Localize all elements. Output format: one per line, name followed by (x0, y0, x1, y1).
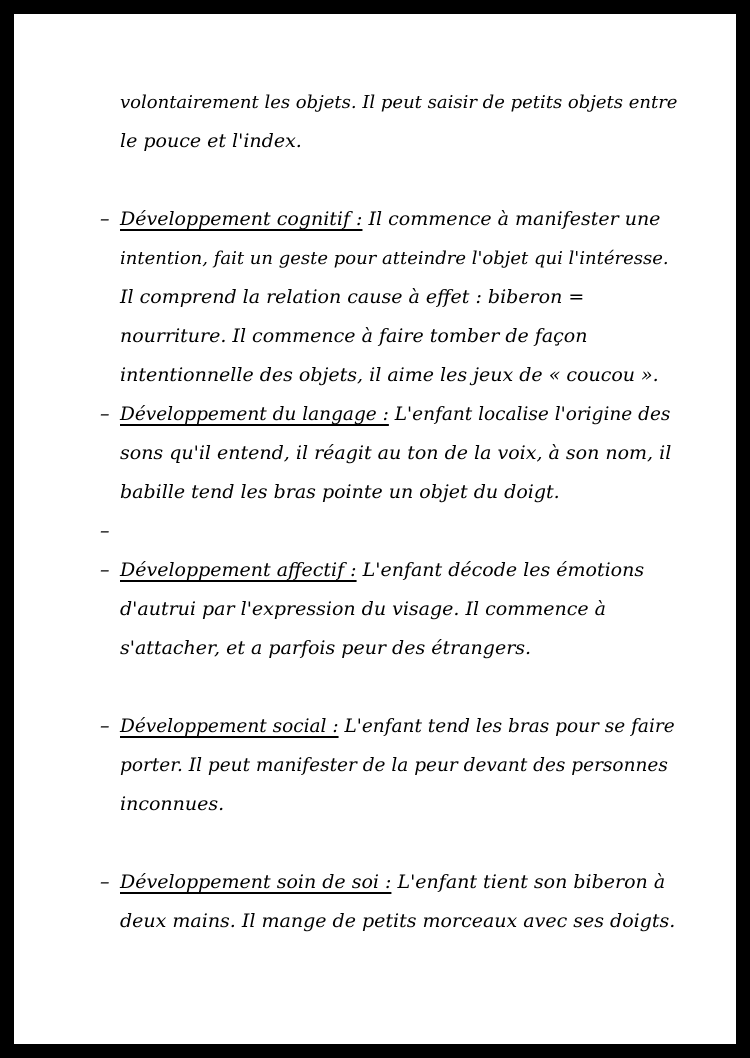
soin-line-2: deux mains. Il mange de petits morceaux avec ses doigts. (120, 910, 676, 932)
social-text: L'enfant tend les bras pour se faire (338, 716, 675, 737)
langage-line-2: sons qu'il entend, il réagit au ton de la voix, à son nom, il (120, 442, 672, 464)
bullet-dash: – (100, 559, 110, 581)
langage-line-3: babille tend les bras pointe un objet du doigt. (120, 481, 560, 503)
affectif-line-1 (120, 551, 680, 590)
cognitif-line-2: intention, fait un geste pour atteindre l'objet qui l'intéresse. (120, 248, 669, 269)
soin-line-1 (120, 863, 680, 902)
social-line-3: inconnues. (120, 793, 225, 815)
cognitif-heading: Développement cognitif : (120, 208, 363, 230)
cognitif-line-4: nourriture. Il commence à faire tomber de façon (120, 325, 588, 347)
social-line-1 (120, 707, 680, 746)
affectif-text: L'enfant décode les émotions (356, 559, 645, 581)
affectif-line-3: s'attacher, et a parfois peur des étrangers. (120, 637, 532, 659)
affectif-line-2: d'autrui par l'expression du visage. Il commence à (120, 598, 606, 620)
cognitif-line-5: intentionnelle des objets, il aime les jeux de « coucou ». (120, 364, 659, 386)
soin-heading: Développement soin de soi : (120, 871, 392, 893)
intro-line-2: le pouce et l'index. (120, 130, 302, 152)
langage-heading: Développement du langage : (120, 404, 389, 425)
langage-line-1 (120, 395, 680, 434)
bullet-dash: – (100, 715, 110, 737)
cognitif-line-1 (120, 200, 680, 239)
intro-line-1: volontairement les objets. Il peut saisir de petits objets entre (120, 92, 678, 113)
social-line-2: porter. Il peut manifester de la peur devant des personnes (120, 755, 668, 776)
bullet-dash: – (100, 403, 110, 425)
social-heading: Développement social : (120, 716, 339, 737)
soin-text: L'enfant tient son biberon à (391, 871, 666, 893)
langage-text: L'enfant localise l'origine des (388, 404, 671, 425)
affectif-heading: Développement affectif : (120, 559, 357, 581)
document-page (14, 14, 736, 1044)
bullet-dash: – (100, 871, 110, 893)
cognitif-text: Il commence à manifester une (362, 208, 661, 230)
empty-bullet-dash: – (100, 520, 110, 542)
bullet-dash: – (100, 208, 110, 230)
cognitif-line-3: Il comprend la relation cause à effet : biberon = (120, 286, 585, 308)
